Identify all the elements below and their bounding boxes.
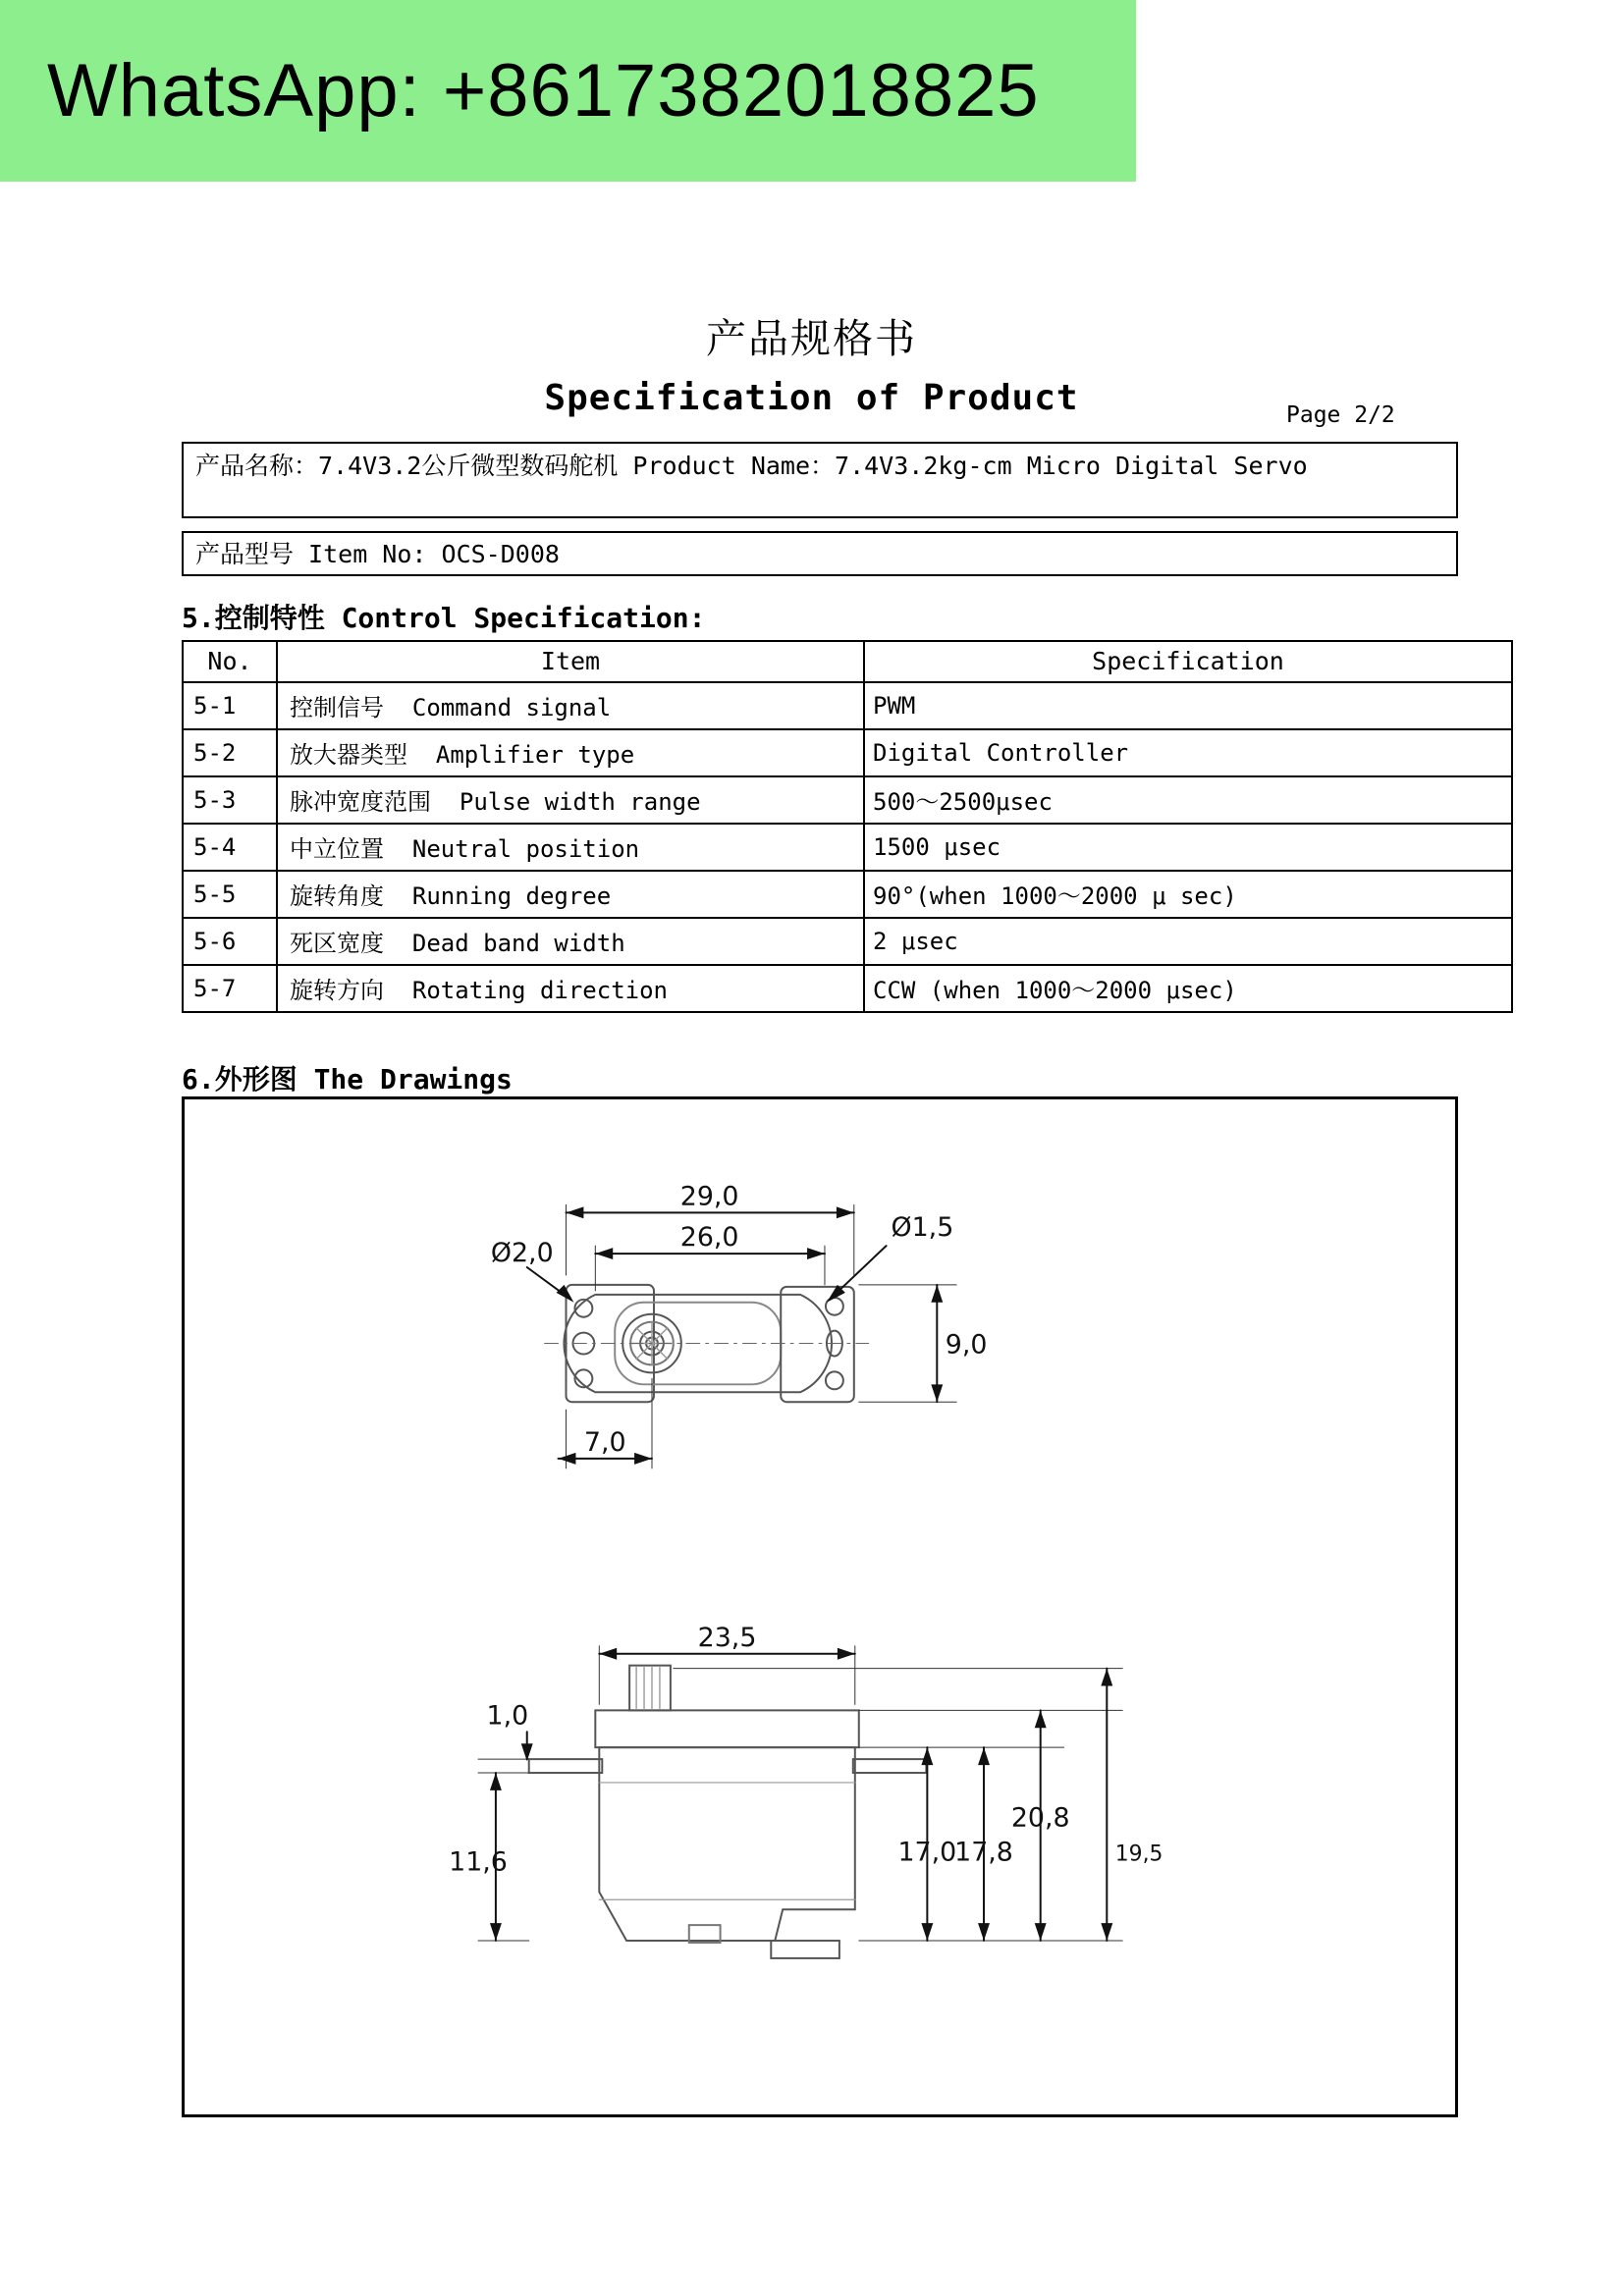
cell-item (277, 729, 864, 776)
cell-no: 5-4 (183, 824, 277, 871)
cell-no: 5-7 (183, 965, 277, 1012)
cell-no: 5-2 (183, 729, 277, 776)
dim-flange-thickness: 1,0 (486, 1700, 529, 1732)
table-row (183, 918, 1512, 965)
cell-item-en: Command signal (411, 694, 612, 721)
cell-item (277, 682, 864, 729)
cell-item (277, 824, 864, 871)
table-row (183, 965, 1512, 1012)
cell-item-en: Neutral position (411, 835, 640, 863)
cell-item-en: Running degree (411, 882, 612, 910)
dim-height-overall: 9,0 (945, 1329, 988, 1361)
dim-lower-height: 11,6 (449, 1846, 508, 1878)
cell-item-en: Pulse width range (459, 788, 701, 816)
control-specification-table (182, 640, 1513, 1013)
product-name-box: 产品名称：7.4V3.2公斤微型数码舵机 Product Name：7.4V3.2kg-cm Micro Digital Servo (182, 442, 1458, 518)
cell-item-cn: 脉冲宽度范围 (290, 788, 431, 816)
table-row (183, 871, 1512, 918)
cell-no: 5-3 (183, 776, 277, 824)
cell-item (277, 871, 864, 918)
table-row (183, 682, 1512, 729)
dim-height-a: 17,0 (897, 1837, 957, 1868)
cell-specification: 500～2500μsec (864, 776, 1512, 824)
table-row (183, 776, 1512, 824)
dim-body-width: 23,5 (697, 1622, 757, 1653)
cell-item-cn: 旋转方向 (290, 977, 384, 1004)
table-row (183, 824, 1512, 871)
table-row (183, 729, 1512, 776)
cell-item (277, 965, 864, 1012)
cell-no: 5-1 (183, 682, 277, 729)
cell-specification: 90°(when 1000～2000 μ sec) (864, 871, 1512, 918)
drawings-panel (182, 1096, 1458, 2117)
cell-item-cn: 旋转角度 (290, 882, 384, 910)
cell-item (277, 776, 864, 824)
cell-item-cn: 死区宽度 (290, 930, 384, 957)
column-header-no: No. (183, 641, 277, 682)
cell-no: 5-6 (183, 918, 277, 965)
cell-item-en: Dead band width (411, 930, 625, 957)
section-5-heading: 5.控制特性 Control Specification: (182, 602, 706, 634)
cell-item (277, 918, 864, 965)
dim-hole-right: Ø1,5 (891, 1212, 954, 1244)
cell-item-en: Amplifier type (435, 741, 635, 769)
cell-no: 5-5 (183, 871, 277, 918)
cell-specification: 2 μsec (864, 918, 1512, 965)
dim-width-inner: 26,0 (679, 1222, 739, 1254)
dim-mount-offset: 7,0 (583, 1426, 626, 1458)
cell-item-cn: 放大器类型 (290, 741, 407, 769)
cell-specification: CCW (when 1000～2000 μsec) (864, 965, 1512, 1012)
column-header-item: Item (277, 641, 864, 682)
page-title-en: Specification of Product (544, 378, 1079, 418)
table-header-row (183, 641, 1512, 682)
dim-height-c: 20,8 (1010, 1802, 1070, 1834)
servo-technical-drawing (185, 1099, 1455, 2114)
dim-height-d: 19,5 (1114, 1842, 1163, 1867)
cell-specification: Digital Controller (864, 729, 1512, 776)
page-number: Page 2/2 (1286, 402, 1395, 428)
dim-width-overall: 29,0 (679, 1181, 739, 1212)
cell-specification: 1500 μsec (864, 824, 1512, 871)
section-6-heading: 6.外形图 The Drawings (182, 1063, 513, 1095)
page-title-cn: 产品规格书 (706, 315, 917, 362)
dim-height-b: 17,8 (954, 1837, 1013, 1868)
cell-specification: PWM (864, 682, 1512, 729)
dim-hole-left: Ø2,0 (490, 1238, 554, 1269)
cell-item-cn: 中立位置 (290, 835, 384, 863)
item-no-box: 产品型号 Item No: OCS-D008 (182, 531, 1458, 576)
cell-item-cn: 控制信号 (290, 694, 384, 721)
whatsapp-overlay-banner (0, 0, 1136, 182)
cell-item-en: Rotating direction (411, 977, 668, 1004)
column-header-specification: Specification (864, 641, 1512, 682)
whatsapp-contact-text: WhatsApp: +8617382018825 (47, 49, 1040, 133)
